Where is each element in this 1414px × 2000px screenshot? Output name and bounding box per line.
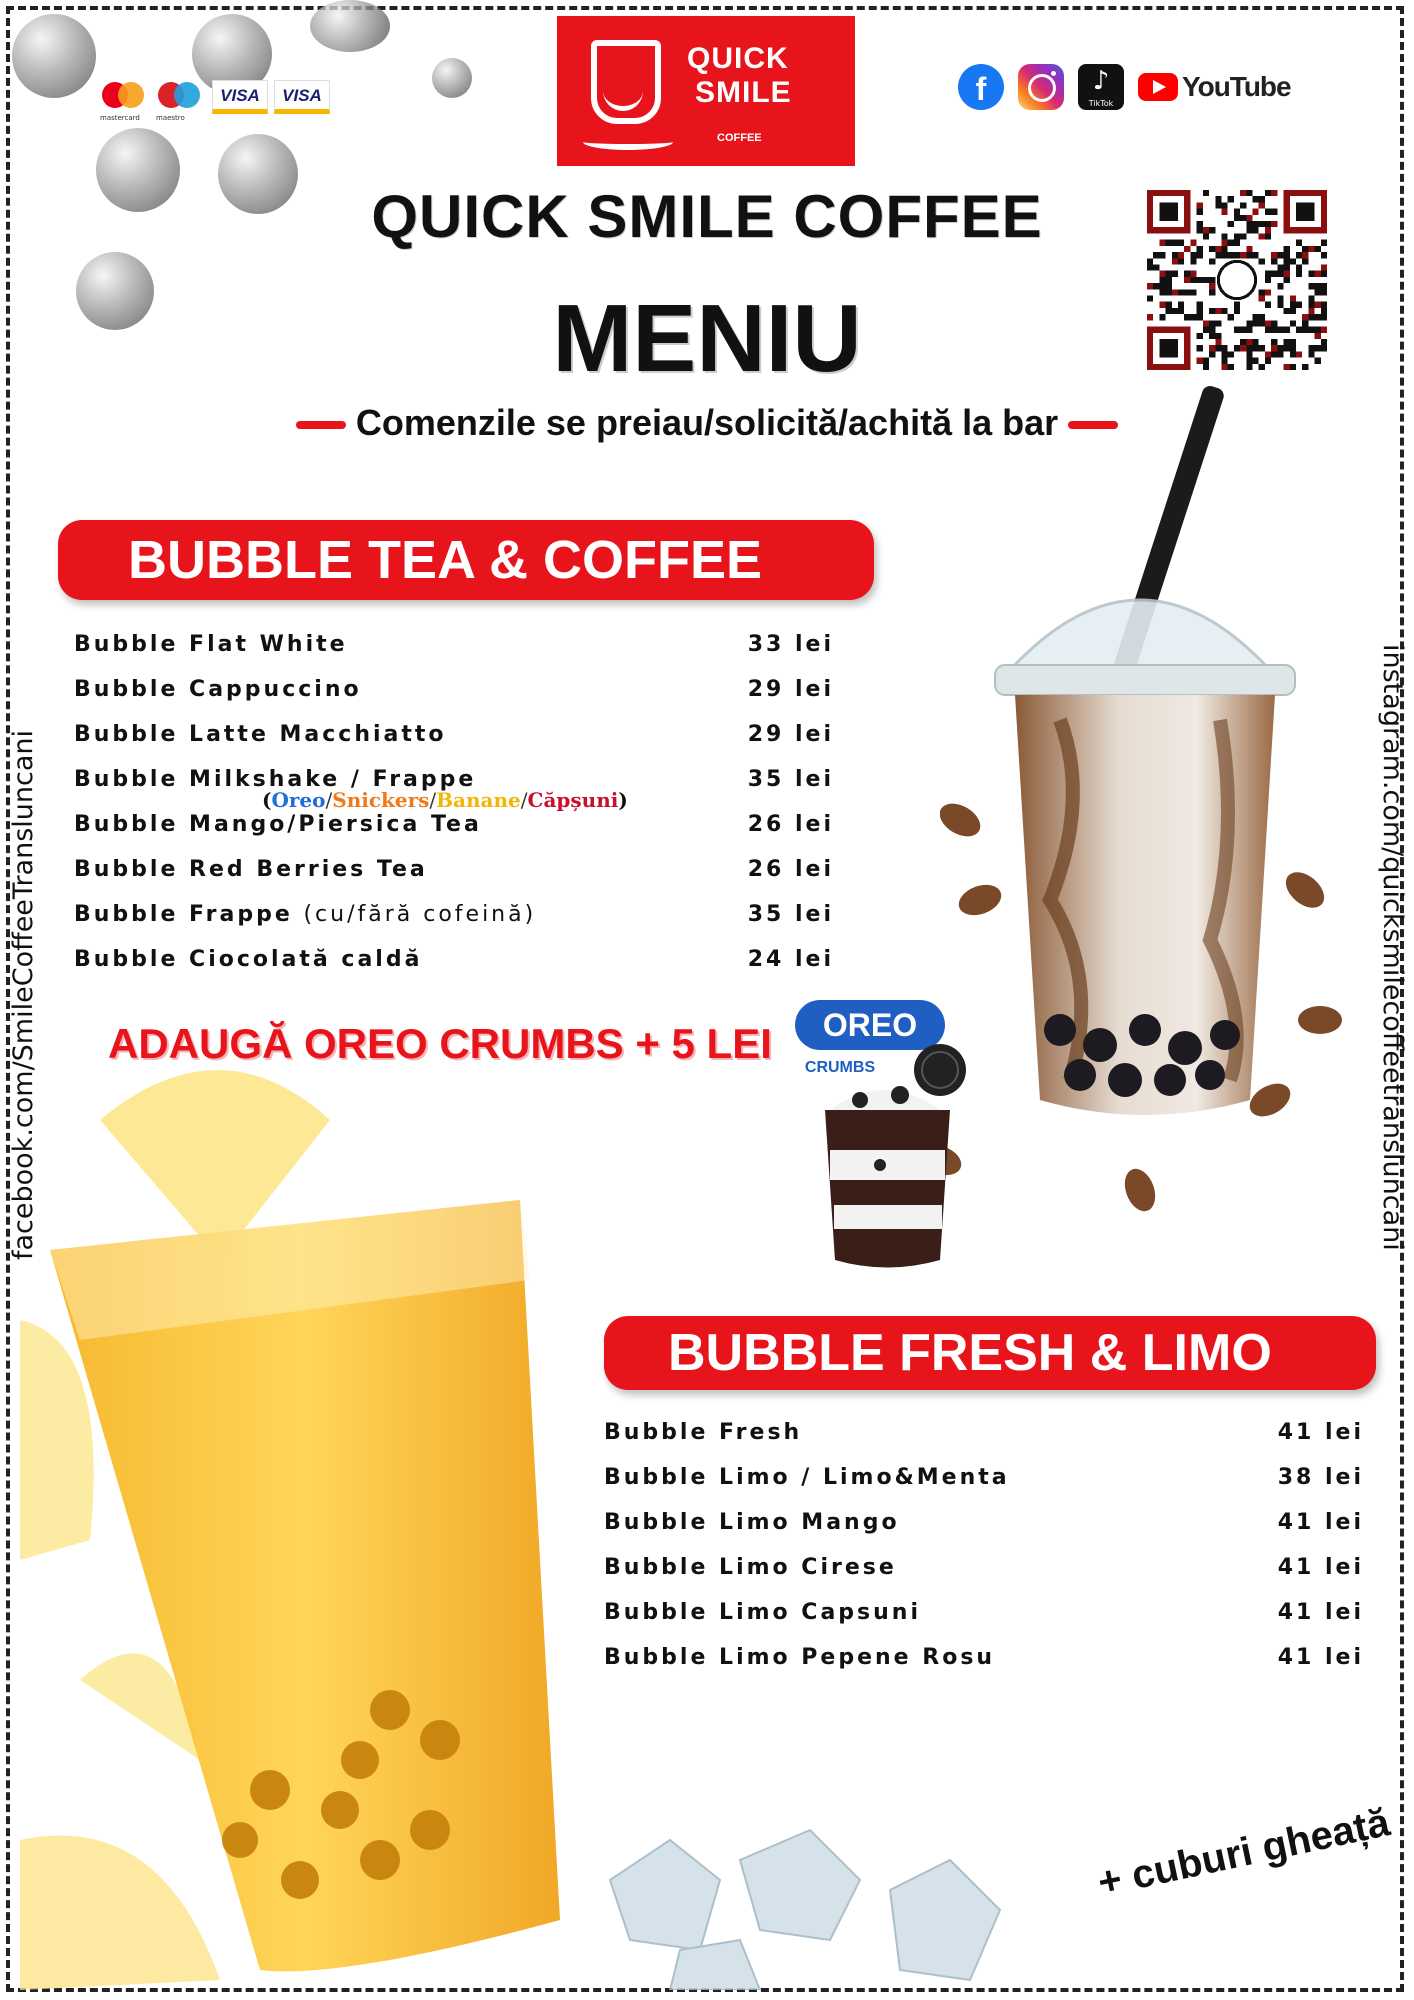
menu-item: Bubble Fresh 41 lei: [604, 1420, 1364, 1445]
menu-title: MENIU: [552, 285, 862, 392]
flavor-separator: /: [325, 788, 333, 812]
menu-item: Bubble Limo Mango 41 lei: [604, 1510, 1364, 1535]
oreo-crumbs-image: [790, 990, 990, 1280]
visa-icon: VISA: [212, 80, 268, 114]
cup-icon: [591, 40, 661, 124]
menu-item: Bubble Limo Cirese 41 lei: [604, 1555, 1364, 1580]
logo-line-2: SMILE: [695, 76, 792, 109]
order-notice: Comenzile se preiau/solicită/achită la bar: [0, 402, 1414, 444]
logo-line-3: COFFEE: [717, 132, 762, 144]
menu-item: Bubble Frappe (cu/fără cofeină) 35 lei: [74, 902, 834, 927]
ice-cubes-note: + cuburi gheață: [1094, 1800, 1394, 1906]
menu-item: Bubble Limo / Limo&Menta 38 lei: [604, 1465, 1364, 1490]
social-links: [958, 64, 1291, 110]
flavor-separator: /: [520, 788, 528, 812]
menu-list-fresh-limo: [604, 1420, 1364, 1680]
oreo-pack-brand: OREO: [822, 1007, 918, 1043]
oreo-addon-note: ADAUGĂ OREO CRUMBS + 5 LEI: [108, 1020, 772, 1067]
instagram-url: instagram.com/quicksmilecoffeetransluncani: [1377, 644, 1408, 1251]
bubble-tea-cup-image: [940, 380, 1360, 1280]
menu-item: Bubble Cappuccino 29 lei: [74, 677, 834, 702]
flavor-3: Căpșuni: [527, 788, 619, 812]
brand-logo: [557, 16, 855, 166]
oreo-pack-sub: CRUMBS: [804, 1059, 876, 1076]
mastercard-icon: mastercard: [100, 80, 150, 114]
flavor-separator: /: [429, 788, 437, 812]
brand-title: QUICK SMILE COFFEE: [371, 183, 1043, 250]
tiktok-icon[interactable]: ♪ TikTok: [1078, 64, 1124, 110]
orange-juice-image: [20, 1040, 600, 1990]
youtube-icon[interactable]: YouTube: [1138, 71, 1291, 103]
menu-item: Bubble Limo Capsuni 41 lei: [604, 1600, 1364, 1625]
section-header-fresh-limo: BUBBLE FRESH & LIMO: [604, 1316, 1376, 1390]
maestro-icon: maestro: [156, 80, 206, 114]
menu-item: Bubble Milkshake / Frappe 35 lei: [74, 767, 834, 792]
milkshake-flavors: (Oreo/Snickers/Banane/Căpșuni): [262, 788, 628, 812]
menu-item: Bubble Red Berries Tea 26 lei: [74, 857, 834, 882]
tapioca-bubble-decoration: [310, 0, 390, 52]
facebook-icon[interactable]: f: [958, 64, 1004, 110]
menu-item: Bubble Latte Macchiatto 29 lei: [74, 722, 834, 747]
flavor-2: Banane: [436, 788, 521, 812]
menu-item: Bubble Mango/Piersica Tea 26 lei: [74, 812, 834, 837]
instagram-icon[interactable]: [1018, 64, 1064, 110]
flavor-0: Oreo: [271, 788, 326, 812]
tapioca-bubble-decoration: [12, 14, 96, 98]
visa-electron-icon: VISA: [274, 80, 330, 114]
tapioca-bubble-decoration: [432, 58, 472, 98]
flavor-1: Snickers: [332, 788, 430, 812]
section-header-bubble-tea: BUBBLE TEA & COFFEE: [58, 520, 874, 600]
red-dash-left: [296, 421, 346, 429]
facebook-url: facebook.com/SmileCoffeeTransluncani: [8, 730, 39, 1260]
menu-item: Bubble Limo Pepene Rosu 41 lei: [604, 1645, 1364, 1670]
menu-item: Bubble Ciocolată caldă 24 lei: [74, 947, 834, 972]
menu-item: Bubble Flat White 33 lei: [74, 632, 834, 657]
ice-cubes-image: [590, 1820, 1020, 1990]
payment-methods: [100, 80, 330, 122]
logo-line-1: QUICK: [687, 42, 789, 75]
